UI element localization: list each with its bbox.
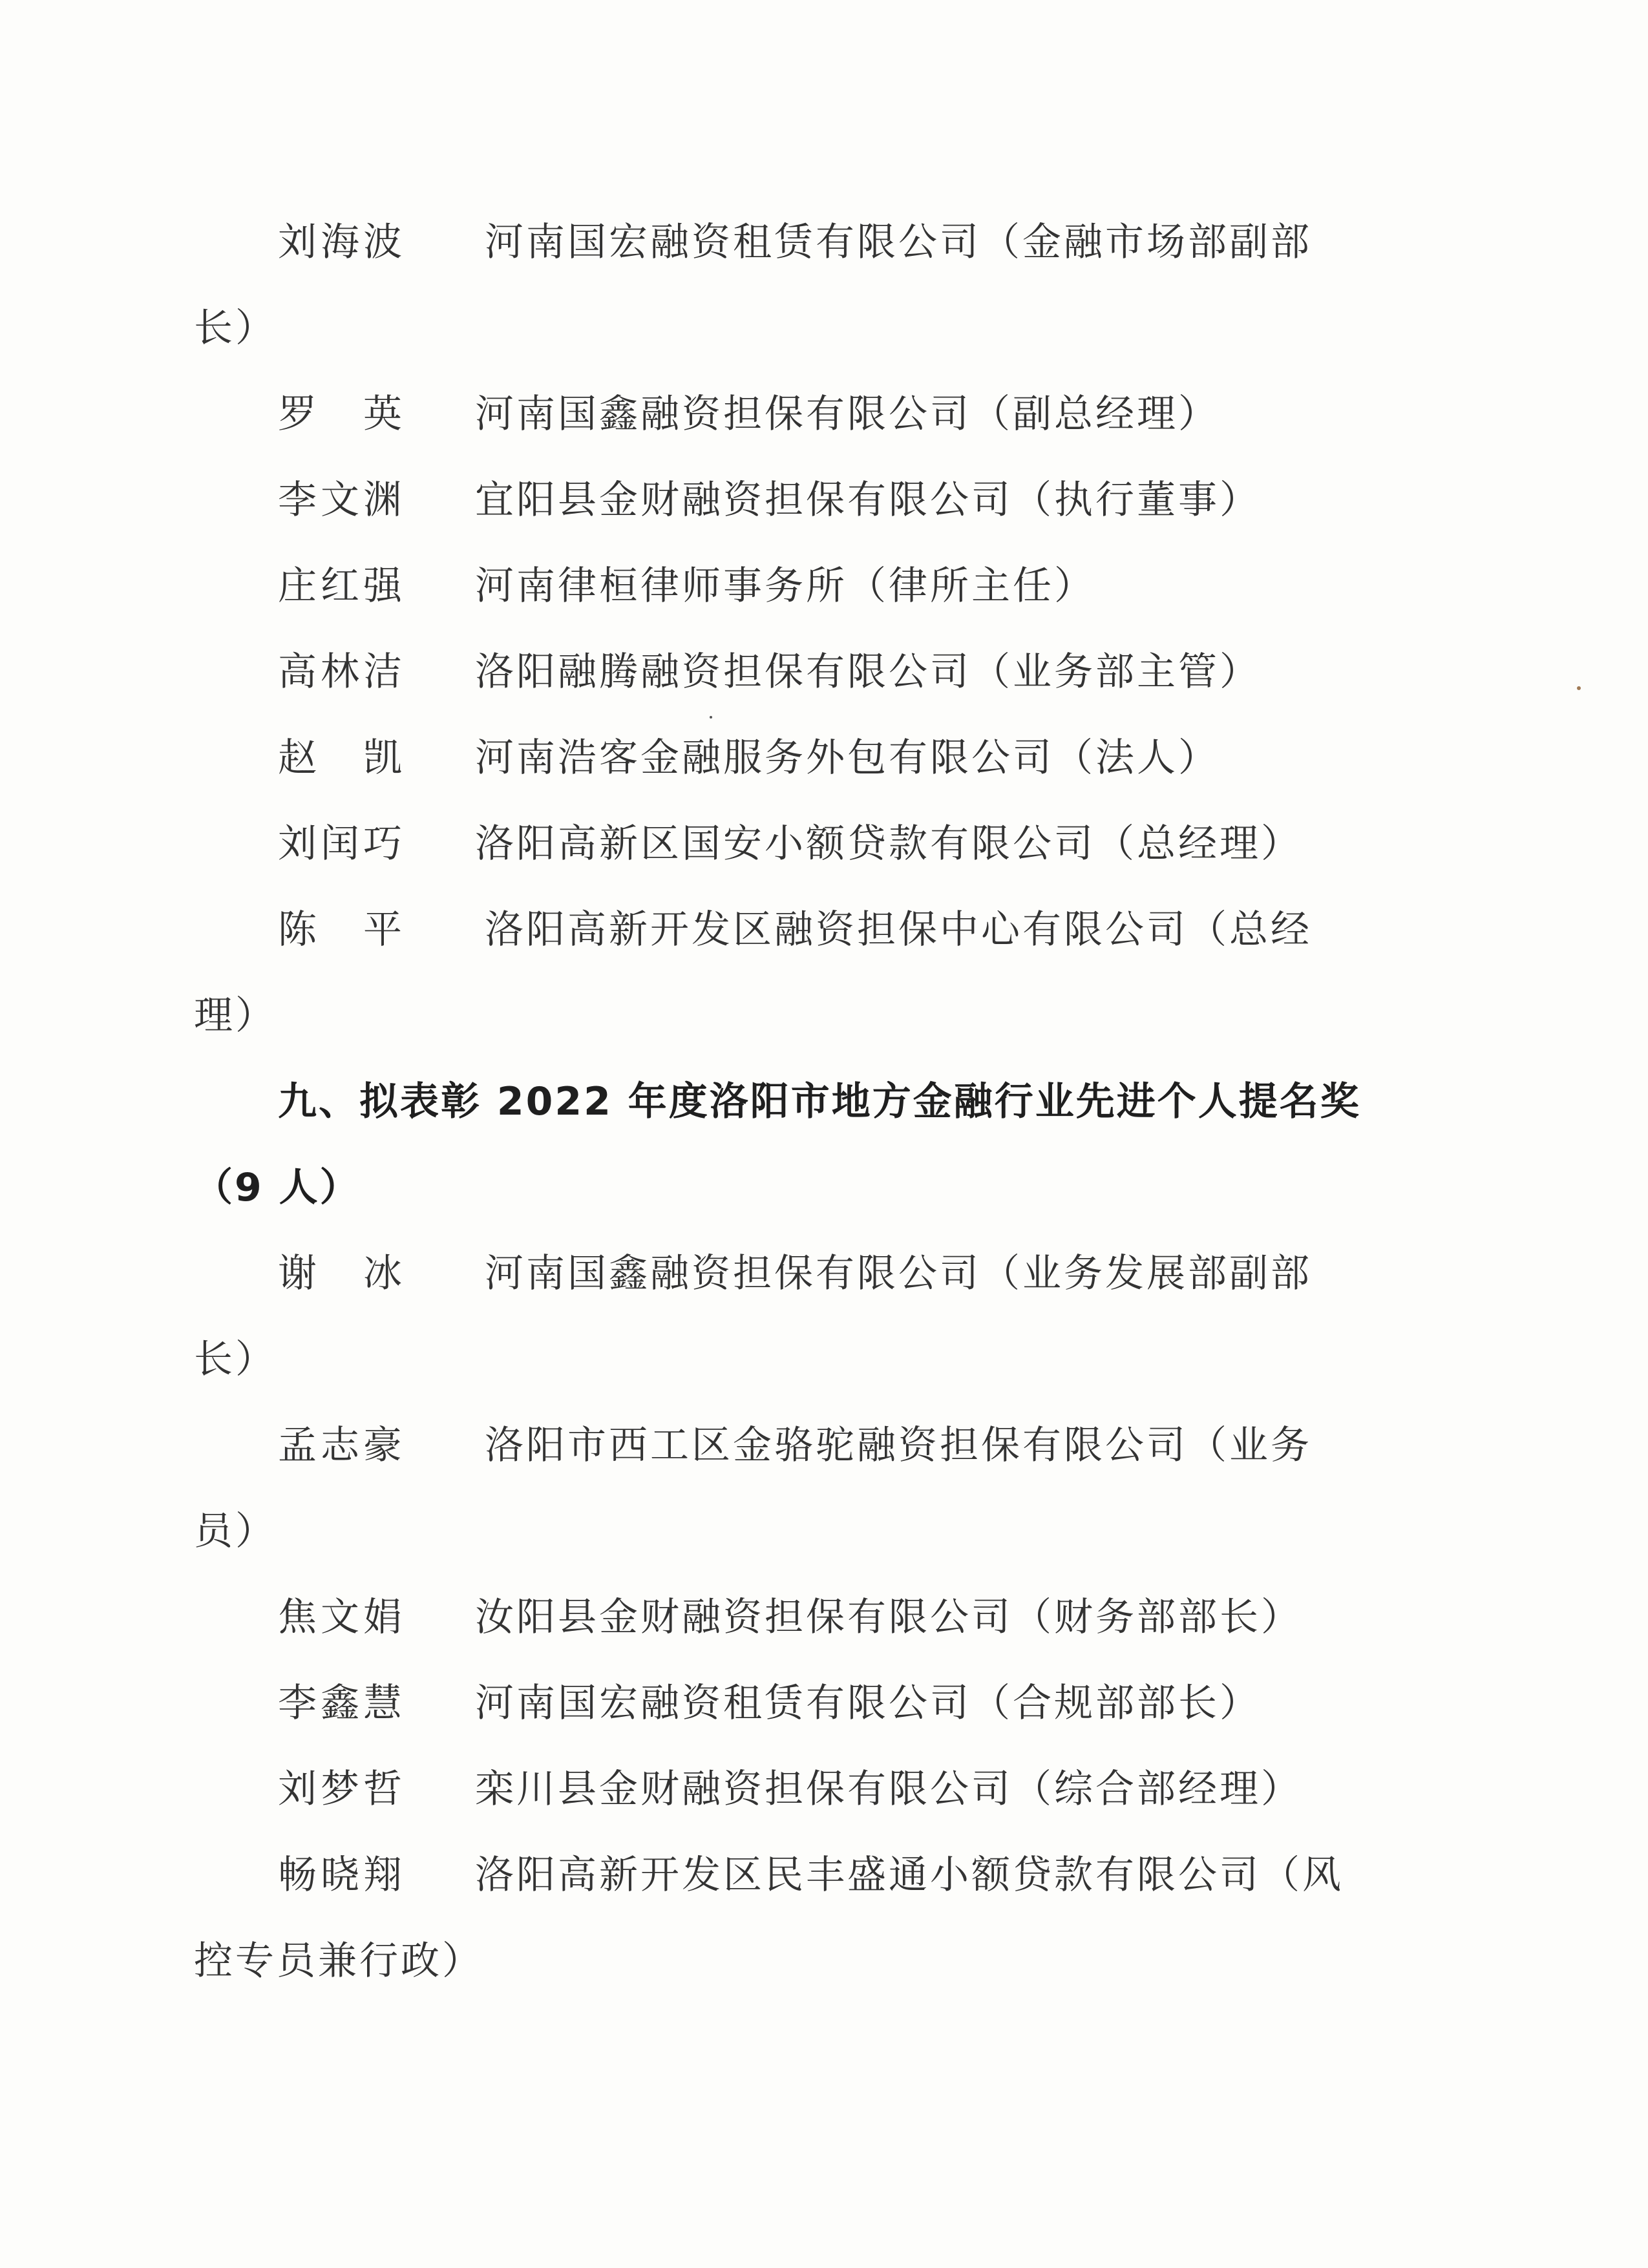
section-heading: 九、拟表彰 2022 年度洛阳市地方金融行业先进个人提名奖 <box>278 1079 1361 1124</box>
section-heading-count: （9 人） <box>194 1165 361 1210</box>
person-name: 陈 平 <box>278 907 406 952</box>
org-title: 宜阳县金财融资担保有限公司（执行董事） <box>475 478 1261 523</box>
person-name: 李文渊 <box>278 478 406 523</box>
list-item-continuation: 理） <box>194 993 277 1038</box>
org-title: 洛阳高新开发区民丰盛通小额贷款有限公司（风 <box>475 1853 1344 1898</box>
person-name: 刘海波 <box>278 220 406 265</box>
org-title: 洛阳高新区国安小额贷款有限公司（总经理） <box>475 821 1302 866</box>
org-title: 栾川县金财融资担保有限公司（综合部经理） <box>475 1767 1302 1812</box>
person-name: 赵 凯 <box>278 735 406 781</box>
person-name: 高林洁 <box>278 649 406 695</box>
list-item-continuation: 员） <box>194 1509 277 1554</box>
org-title: 洛阳融腾融资担保有限公司（业务部主管） <box>475 649 1261 695</box>
person-name: 孟志豪 <box>278 1423 406 1468</box>
person-name: 焦文娟 <box>278 1595 406 1640</box>
person-name: 庄红强 <box>278 563 406 609</box>
org-title: 河南律桓律师事务所（律所主任） <box>475 563 1095 609</box>
person-name: 谢 冰 <box>278 1251 406 1296</box>
org-title: 河南浩客金融服务外包有限公司（法人） <box>475 735 1220 781</box>
org-title: 洛阳市西工区金骆驼融资担保有限公司（业务 <box>485 1423 1312 1468</box>
org-title: 河南国宏融资租赁有限公司（金融市场部副部 <box>485 220 1312 265</box>
scan-speck <box>710 716 712 719</box>
org-title: 河南国鑫融资担保有限公司（业务发展部副部 <box>485 1251 1312 1296</box>
person-name: 李鑫慧 <box>278 1681 406 1726</box>
list-item-continuation: 长） <box>194 306 277 351</box>
person-name: 刘闰巧 <box>278 821 406 866</box>
org-title: 汝阳县金财融资担保有限公司（财务部部长） <box>475 1595 1302 1640</box>
org-title: 洛阳高新开发区融资担保中心有限公司（总经 <box>485 907 1312 952</box>
person-name: 刘梦哲 <box>278 1767 406 1812</box>
org-title: 河南国宏融资租赁有限公司（合规部部长） <box>475 1681 1261 1726</box>
org-title: 河南国鑫融资担保有限公司（副总经理） <box>475 392 1220 437</box>
list-item-continuation: 控专员兼行政） <box>194 1938 483 1984</box>
person-name: 罗 英 <box>278 392 406 437</box>
scan-speck <box>1577 686 1581 690</box>
list-item-continuation: 长） <box>194 1337 277 1382</box>
person-name: 畅晓翔 <box>278 1853 406 1898</box>
